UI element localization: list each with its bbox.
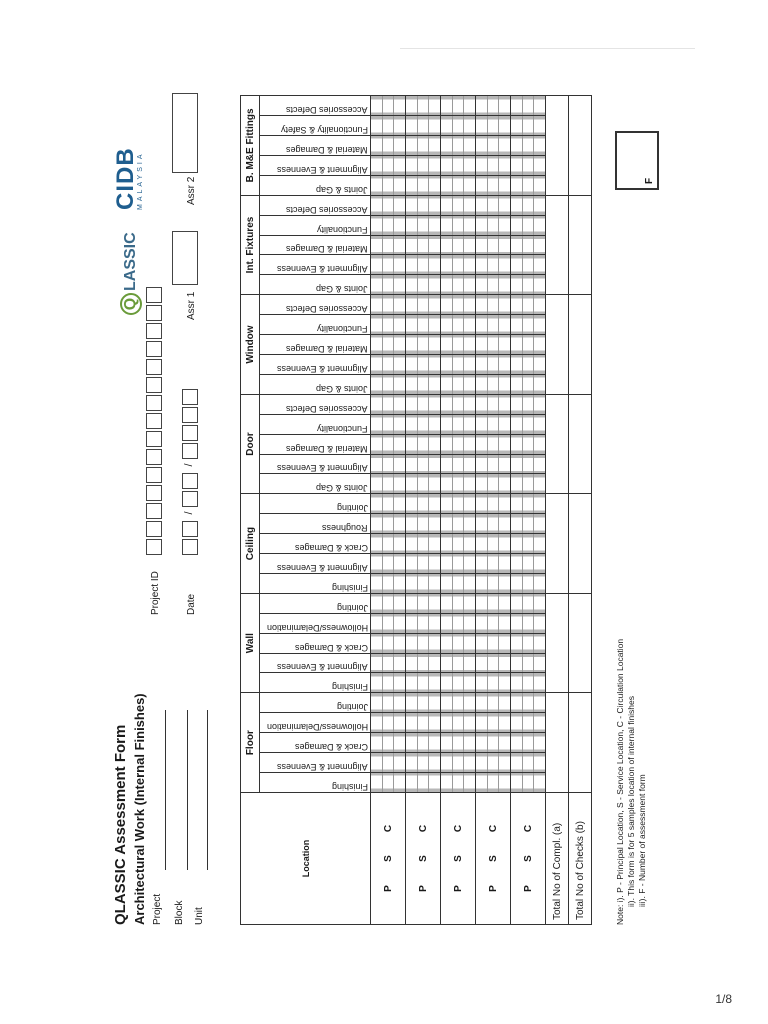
score-cell[interactable] [406, 414, 441, 434]
location-codes: PSC [441, 792, 476, 924]
score-cell[interactable] [406, 753, 441, 773]
score-cell[interactable] [406, 653, 441, 673]
score-cell[interactable] [441, 653, 476, 673]
score-cell[interactable] [476, 633, 511, 653]
score-cell[interactable] [441, 693, 476, 713]
criterion-header: Finishing [260, 673, 371, 693]
score-cell[interactable] [371, 355, 406, 375]
score-cell[interactable] [371, 275, 406, 295]
note-3: iii). F - Number of assessment form [637, 774, 647, 907]
assessment-sheet [110, 95, 670, 925]
criterion-header: Functionality [260, 215, 371, 235]
score-cell[interactable] [441, 394, 476, 414]
score-cell[interactable] [441, 155, 476, 175]
total-checks-cell[interactable] [569, 394, 592, 494]
criterion-header: Alignment & Evenness [260, 255, 371, 275]
score-cell[interactable] [406, 514, 441, 534]
score-cell[interactable] [371, 573, 406, 593]
score-cell[interactable] [406, 494, 441, 514]
score-cell[interactable] [441, 633, 476, 653]
score-cell[interactable] [476, 155, 511, 175]
score-cell[interactable] [406, 315, 441, 335]
score-cell[interactable] [441, 753, 476, 773]
score-cell[interactable] [511, 534, 546, 554]
criterion-header: Finishing [260, 573, 371, 593]
score-cell[interactable] [371, 534, 406, 554]
score-cell[interactable] [511, 573, 546, 593]
score-cell[interactable] [476, 494, 511, 514]
score-cell[interactable] [476, 315, 511, 335]
score-cell[interactable] [476, 653, 511, 673]
score-cell[interactable] [476, 554, 511, 574]
score-cell[interactable] [511, 215, 546, 235]
score-cell[interactable] [511, 454, 546, 474]
score-cell[interactable] [441, 195, 476, 215]
group-header: Wall [241, 593, 260, 693]
criterion-header: Alignment & Evenness [260, 155, 371, 175]
project-label: Project [152, 893, 163, 925]
score-cell[interactable] [371, 673, 406, 693]
score-cell[interactable] [476, 773, 511, 793]
total-checks-label: Total No of Checks (b) [569, 792, 592, 924]
score-cell[interactable] [441, 255, 476, 275]
score-cell[interactable] [511, 116, 546, 136]
score-cell[interactable] [441, 315, 476, 335]
score-cell[interactable] [476, 454, 511, 474]
score-cell[interactable] [371, 215, 406, 235]
criterion-header: Crack & Damages [260, 534, 371, 554]
score-cell[interactable] [406, 713, 441, 733]
score-cell[interactable] [371, 753, 406, 773]
score-cell[interactable] [511, 593, 546, 613]
score-cell[interactable] [441, 434, 476, 454]
score-cell[interactable] [441, 454, 476, 474]
score-cell[interactable] [476, 255, 511, 275]
page-number: 1/8 [715, 992, 732, 1006]
score-cell[interactable] [406, 593, 441, 613]
score-cell[interactable] [476, 394, 511, 414]
total-compl-label: Total No of Compl. (a) [546, 792, 569, 924]
score-cell[interactable] [441, 534, 476, 554]
criterion-header: Joints & Gap [260, 175, 371, 195]
score-cell[interactable] [371, 633, 406, 653]
date-boxes[interactable]: / / [182, 387, 198, 555]
score-cell[interactable] [406, 96, 441, 116]
score-cell[interactable] [371, 315, 406, 335]
score-cell[interactable] [406, 155, 441, 175]
criterion-header: Alignment & Evenness [260, 753, 371, 773]
score-cell[interactable] [476, 96, 511, 116]
score-cell[interactable] [371, 733, 406, 753]
score-cell[interactable] [476, 355, 511, 375]
location-codes: PSC [406, 792, 441, 924]
score-cell[interactable] [511, 494, 546, 514]
score-cell[interactable] [406, 295, 441, 315]
score-cell[interactable] [441, 275, 476, 295]
score-cell[interactable] [511, 414, 546, 434]
criterion-header: Material & Damages [260, 434, 371, 454]
score-cell[interactable] [476, 713, 511, 733]
score-cell[interactable] [511, 255, 546, 275]
form-title: QLASSIC Assessment Form [112, 724, 129, 925]
location-codes: PSC [371, 792, 406, 924]
score-cell[interactable] [371, 155, 406, 175]
score-cell[interactable] [511, 434, 546, 454]
score-cell[interactable] [371, 494, 406, 514]
score-cell[interactable] [441, 335, 476, 355]
score-cell[interactable] [371, 474, 406, 494]
score-cell[interactable] [371, 175, 406, 195]
score-cell[interactable] [511, 335, 546, 355]
score-cell[interactable] [406, 673, 441, 693]
score-cell[interactable] [511, 355, 546, 375]
score-cell[interactable] [441, 613, 476, 633]
score-cell[interactable] [511, 96, 546, 116]
score-cell[interactable] [441, 175, 476, 195]
score-cell[interactable] [406, 454, 441, 474]
criterion-header: Accessories Defects [260, 195, 371, 215]
score-cell[interactable] [511, 633, 546, 653]
criterion-header: Accessories Defects [260, 96, 371, 116]
score-cell[interactable] [371, 374, 406, 394]
score-cell[interactable] [511, 275, 546, 295]
score-cell[interactable] [476, 434, 511, 454]
score-cell[interactable] [476, 374, 511, 394]
location-codes: PSC [511, 792, 546, 924]
score-cell[interactable] [406, 175, 441, 195]
group-header: Window [241, 295, 260, 395]
total-compl-cell[interactable] [546, 593, 569, 693]
score-cell[interactable] [441, 414, 476, 434]
assr1-label: Assr 1 [186, 291, 197, 320]
qlassic-logo: QLASSIC [120, 232, 142, 315]
score-cell[interactable] [371, 96, 406, 116]
criterion-header: Functionality & Safety [260, 116, 371, 136]
table-row [476, 96, 511, 925]
score-cell[interactable] [476, 534, 511, 554]
criterion-header: Material & Damages [260, 235, 371, 255]
score-cell[interactable] [511, 136, 546, 156]
score-cell[interactable] [371, 454, 406, 474]
score-cell[interactable] [511, 315, 546, 335]
criterion-header: Jointing [260, 494, 371, 514]
score-cell[interactable] [511, 175, 546, 195]
score-cell[interactable] [371, 613, 406, 633]
group-header: B. M&E Fittings [241, 96, 260, 196]
score-cell[interactable] [406, 434, 441, 454]
score-cell[interactable] [371, 295, 406, 315]
criterion-header: Finishing [260, 773, 371, 793]
score-cell[interactable] [476, 175, 511, 195]
score-cell[interactable] [511, 394, 546, 414]
score-cell[interactable] [371, 713, 406, 733]
score-cell[interactable] [371, 414, 406, 434]
criterion-header: Functionality [260, 315, 371, 335]
score-cell[interactable] [371, 335, 406, 355]
score-cell[interactable] [441, 573, 476, 593]
total-compl-cell[interactable] [546, 693, 569, 793]
block-label: Block [174, 900, 185, 925]
score-cell[interactable] [406, 554, 441, 574]
score-cell[interactable] [441, 116, 476, 136]
score-cell[interactable] [371, 693, 406, 713]
criterion-header: Material & Damages [260, 136, 371, 156]
location-codes: PSC [476, 792, 511, 924]
score-cell[interactable] [441, 514, 476, 534]
score-cell[interactable] [476, 235, 511, 255]
total-checks-cell[interactable] [569, 693, 592, 793]
score-cell[interactable] [441, 295, 476, 315]
score-cell[interactable] [371, 514, 406, 534]
criterion-header: Alignment & Evenness [260, 653, 371, 673]
date-label: Date [186, 593, 197, 615]
criterion-header: Joints & Gap [260, 275, 371, 295]
score-cell[interactable] [511, 753, 546, 773]
score-cell[interactable] [511, 374, 546, 394]
score-cell[interactable] [371, 394, 406, 414]
group-header: Floor [241, 693, 260, 793]
score-cell[interactable] [441, 136, 476, 156]
table-row [371, 96, 406, 925]
notes [615, 639, 648, 925]
score-cell[interactable] [511, 514, 546, 534]
total-checks-cell[interactable] [569, 494, 592, 594]
criterion-header: Roughness [260, 514, 371, 534]
score-cell[interactable] [406, 195, 441, 215]
criterion-header: Accessories Defects [260, 295, 371, 315]
total-compl-cell[interactable] [546, 394, 569, 494]
score-cell[interactable] [406, 255, 441, 275]
score-cell[interactable] [476, 275, 511, 295]
score-cell[interactable] [371, 235, 406, 255]
table-row [406, 96, 441, 925]
project-id-label: Project ID [150, 571, 161, 615]
score-cell[interactable] [406, 275, 441, 295]
score-cell[interactable] [476, 136, 511, 156]
unit-label: Unit [194, 907, 205, 925]
assr1-box[interactable] [172, 231, 198, 285]
score-cell[interactable] [511, 195, 546, 215]
criterion-header: Hollowness/Delamination [260, 713, 371, 733]
score-cell[interactable] [406, 335, 441, 355]
score-cell[interactable] [406, 235, 441, 255]
score-cell[interactable] [406, 215, 441, 235]
score-cell[interactable] [511, 155, 546, 175]
assessment-table [240, 95, 592, 925]
score-cell[interactable] [441, 96, 476, 116]
group-header: Int. Fixtures [241, 195, 260, 295]
score-cell[interactable] [511, 235, 546, 255]
criterion-header: Material & Damages [260, 335, 371, 355]
group-header: Ceiling [241, 494, 260, 594]
score-cell[interactable] [406, 394, 441, 414]
score-cell[interactable] [511, 693, 546, 713]
criterion-header: Joints & Gap [260, 374, 371, 394]
top-rule [400, 48, 695, 49]
score-cell[interactable] [476, 733, 511, 753]
score-cell[interactable] [371, 773, 406, 793]
score-cell[interactable] [476, 693, 511, 713]
score-cell[interactable] [441, 593, 476, 613]
score-cell[interactable] [511, 653, 546, 673]
cidb-logo: CIDB MALAYSIA [112, 147, 144, 210]
score-cell[interactable] [511, 733, 546, 753]
assr2-label: Assr 2 [186, 176, 197, 205]
score-cell[interactable] [476, 295, 511, 315]
score-cell[interactable] [441, 673, 476, 693]
assr2-box[interactable] [172, 93, 198, 173]
total-compl-cell[interactable] [546, 295, 569, 395]
score-cell[interactable] [476, 215, 511, 235]
score-cell[interactable] [441, 733, 476, 753]
score-cell[interactable] [476, 474, 511, 494]
score-cell[interactable] [511, 773, 546, 793]
criterion-header: Crack & Damages [260, 633, 371, 653]
score-cell[interactable] [511, 474, 546, 494]
score-cell[interactable] [371, 653, 406, 673]
score-cell[interactable] [441, 713, 476, 733]
criterion-header: Jointing [260, 593, 371, 613]
score-cell[interactable] [476, 753, 511, 773]
score-cell[interactable] [406, 534, 441, 554]
score-cell[interactable] [441, 474, 476, 494]
score-cell[interactable] [406, 773, 441, 793]
score-cell[interactable] [476, 116, 511, 136]
project-field[interactable] [165, 710, 166, 870]
score-cell[interactable] [406, 613, 441, 633]
project-id-boxes[interactable] [146, 285, 162, 555]
score-cell[interactable] [511, 673, 546, 693]
criterion-header: Joints & Gap [260, 474, 371, 494]
score-cell[interactable] [441, 773, 476, 793]
score-cell[interactable] [406, 693, 441, 713]
score-cell[interactable] [476, 593, 511, 613]
score-cell[interactable] [371, 116, 406, 136]
note-1: Note: i). P - Principal Location, S - Service Location, C - Circulation Location [615, 638, 625, 925]
score-cell[interactable] [476, 195, 511, 215]
score-cell[interactable] [476, 414, 511, 434]
form-subtitle: Architectural Work (Internal Finishes) [132, 693, 147, 925]
score-cell[interactable] [441, 374, 476, 394]
total-compl-cell[interactable] [546, 96, 569, 196]
score-cell[interactable] [511, 613, 546, 633]
block-field[interactable] [187, 710, 188, 870]
total-checks-cell[interactable] [569, 593, 592, 693]
total-checks-cell[interactable] [569, 295, 592, 395]
score-cell[interactable] [476, 514, 511, 534]
total-checks-cell[interactable] [569, 195, 592, 295]
unit-field[interactable] [207, 710, 208, 870]
score-cell[interactable] [406, 474, 441, 494]
score-cell[interactable] [406, 733, 441, 753]
criterion-header: Alignment & Evenness [260, 554, 371, 574]
score-cell[interactable] [441, 554, 476, 574]
total-compl-cell[interactable] [546, 494, 569, 594]
score-cell[interactable] [371, 554, 406, 574]
score-cell[interactable] [476, 335, 511, 355]
score-cell[interactable] [406, 573, 441, 593]
score-cell[interactable] [511, 713, 546, 733]
score-cell[interactable] [406, 355, 441, 375]
score-cell[interactable] [406, 136, 441, 156]
score-cell[interactable] [406, 633, 441, 653]
criterion-header: Crack & Damages [260, 733, 371, 753]
total-checks-cell[interactable] [569, 96, 592, 196]
criterion-header: Alignment & Evenness [260, 454, 371, 474]
score-cell[interactable] [371, 255, 406, 275]
score-cell[interactable] [441, 215, 476, 235]
table-row [441, 96, 476, 925]
f-box[interactable]: F [615, 131, 659, 190]
score-cell[interactable] [371, 136, 406, 156]
score-cell[interactable] [511, 554, 546, 574]
criterion-header: Jointing [260, 693, 371, 713]
score-cell[interactable] [371, 195, 406, 215]
criterion-header: Functionality [260, 414, 371, 434]
score-cell[interactable] [441, 355, 476, 375]
criterion-header: Alignment & Evenness [260, 355, 371, 375]
score-cell[interactable] [406, 116, 441, 136]
note-2: ii). This form is for 5 samples location of internal finishes [626, 695, 636, 907]
score-cell[interactable] [371, 434, 406, 454]
score-cell[interactable] [441, 494, 476, 514]
table-row [511, 96, 546, 925]
score-cell[interactable] [476, 673, 511, 693]
criterion-header: Hollowness/Delamination [260, 613, 371, 633]
criterion-header: Accessories Defects [260, 394, 371, 414]
score-cell[interactable] [511, 295, 546, 315]
score-cell[interactable] [476, 573, 511, 593]
group-header: Door [241, 394, 260, 494]
score-cell[interactable] [476, 613, 511, 633]
score-cell[interactable] [406, 374, 441, 394]
score-cell[interactable] [441, 235, 476, 255]
score-cell[interactable] [371, 593, 406, 613]
total-compl-cell[interactable] [546, 195, 569, 295]
location-header: Location [241, 792, 371, 924]
